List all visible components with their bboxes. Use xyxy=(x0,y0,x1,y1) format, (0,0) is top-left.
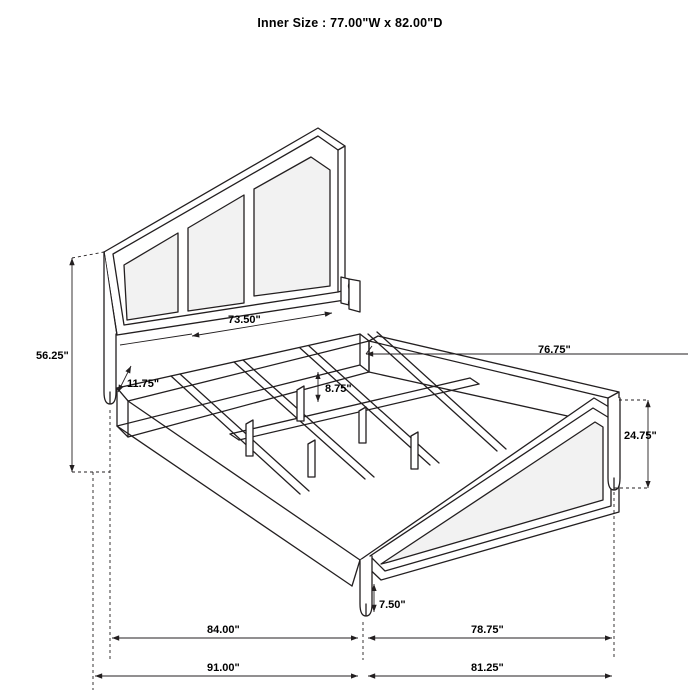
dim-headboard-height: 56.25" xyxy=(36,350,69,362)
dim-footboard-height: 24.75" xyxy=(624,430,657,442)
bed-outline xyxy=(104,128,620,616)
dim-overall-length-upper-right: 78.75" xyxy=(471,624,504,636)
dim-side-rail-length: 76.75" xyxy=(538,344,571,356)
dim-headboard-panel-width: 73.50" xyxy=(228,314,261,326)
dim-footboard-lower-rail: 7.50" xyxy=(379,599,406,611)
dim-overall-length-lower-right: 81.25" xyxy=(471,662,504,674)
dim-slat-clearance: 8.75" xyxy=(325,383,352,395)
page-title: Inner Size : 77.00"W x 82.00"D xyxy=(257,16,443,30)
dim-overall-length-lower-left: 91.00" xyxy=(207,662,240,674)
dim-headboard-lower-rail: 11.75" xyxy=(127,378,160,390)
dim-overall-length-upper-left: 84.00" xyxy=(207,624,240,636)
